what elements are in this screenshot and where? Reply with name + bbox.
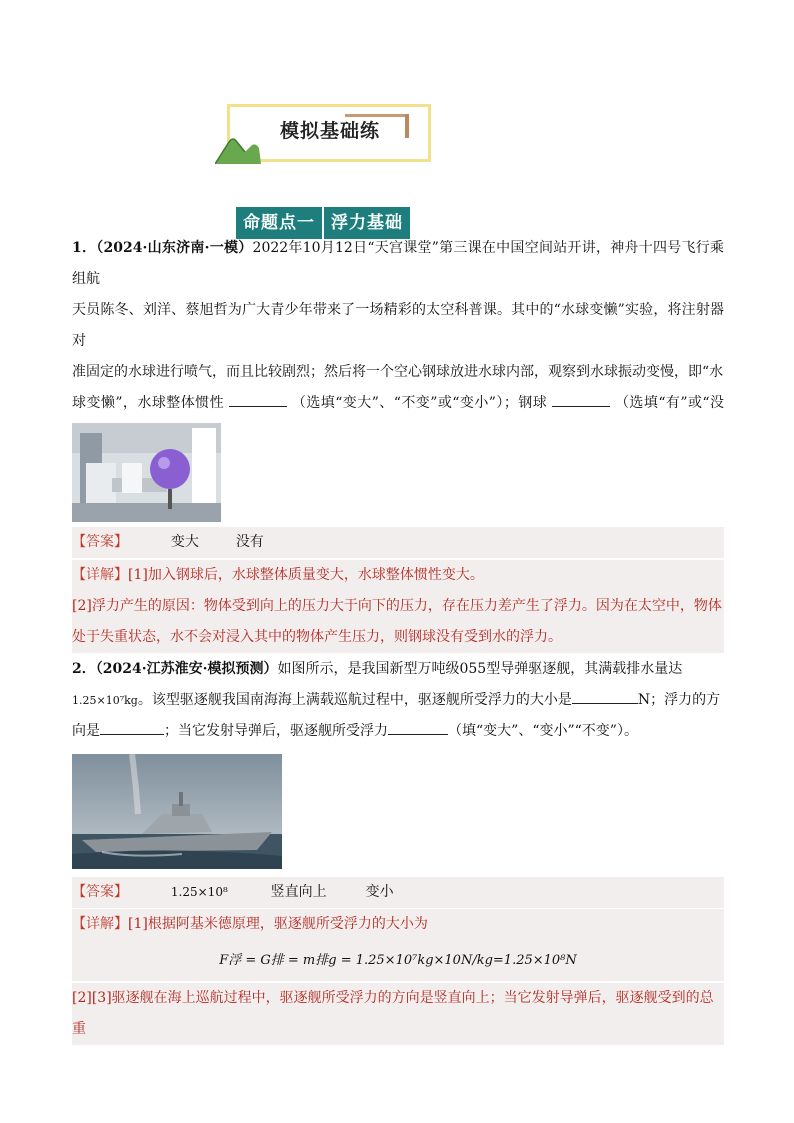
answer-blank[interactable] <box>388 722 448 735</box>
answer-blank[interactable] <box>229 394 287 407</box>
q2-line2: 1.25×10⁷kg。该型驱逐舰我国南海海上满载巡航过程中，驱逐舰所受浮力的大小是 N；浮力的方 <box>72 692 721 708</box>
q2-detail-2-block <box>72 983 724 1045</box>
q2-formula: F浮 = G排 = m排g = 1.25×10⁷kg×10N/kg=1.25×10⁸N <box>219 953 577 968</box>
question-2 <box>72 654 724 747</box>
answer-blank[interactable] <box>100 722 164 735</box>
q1-line4: 球变懒”，水球整体惯性 （选填“变大”、“不变”或“变小”）；钢球 （选填“有”或“没 <box>72 395 725 411</box>
q2-answer-line <box>72 877 724 908</box>
q1-number: 1． <box>72 240 97 256</box>
q1-source: （2024·山东济南·一模） <box>96 240 253 256</box>
q1-answer-line <box>72 527 724 558</box>
q2-answer-2: 竖直向上 <box>270 884 327 900</box>
q2-formula-block <box>72 940 724 981</box>
q2-detail-block <box>72 909 724 940</box>
q1-line3: 准固定的水球进行喷气，而且比较剧烈；然后将一个空心钢球放进水球内部，观察到水球振动变慢，即“水 <box>72 364 724 380</box>
topic-label: 命题点一 <box>236 207 322 239</box>
section-banner <box>215 104 431 162</box>
q1-answer-1: 变大 <box>170 534 199 550</box>
q1-answer-2: 没有 <box>235 534 264 550</box>
q2-line3: 向是 ；当它发射导弹后，驱逐舰所受浮力 （填“变大”、“变小”“不变”）。 <box>72 723 638 739</box>
q2-number: 2． <box>72 661 96 677</box>
answer-tag: 【答案】 <box>72 884 128 900</box>
q2-source: （2024·江苏淮安·模拟预测） <box>95 661 278 677</box>
q1-line1: 1．（2024·山东济南·一模）2022年10月12日“天宫课堂”第三课在中国空间站开讲，神舟十四号飞行乘组航 <box>72 240 724 287</box>
q1-answer-block <box>72 527 724 558</box>
q2-answer-block <box>72 877 724 908</box>
topic-name: 浮力基础 <box>324 207 410 239</box>
q1-detail-2-block <box>72 591 724 653</box>
q2-detail-1: 【详解】[1]根据阿基米德原理，驱逐舰所受浮力的大小为 <box>72 916 428 932</box>
q2-detail-2: [2][3]驱逐舰在海上巡航过程中，驱逐舰所受浮力的方向是竖直向上；当它发射导弹后，驱逐舰受到的总重 <box>72 990 714 1037</box>
q1-detail-block <box>72 560 724 591</box>
q1-detail-1: 【详解】[1]加入钢球后，水球整体质量变大，水球整体惯性变大。 <box>72 567 484 583</box>
hill-icon <box>215 134 261 164</box>
destroyer-photo <box>72 754 282 869</box>
q2-line1: 2．（2024·江苏淮安·模拟预测）如图所示，是我国新型万吨级055型导弹驱逐舰，其满载排水量达 <box>72 661 683 677</box>
water-ball-photo <box>72 423 221 522</box>
q2-answer-3: 变小 <box>365 884 394 900</box>
q1-detail-2b: 处于失重状态，水不会对浸入其中的物体产生压力，则钢球没有受到水的浮力。 <box>72 629 562 645</box>
banner-title: 模拟基础练 <box>279 120 380 142</box>
answer-blank[interactable] <box>572 691 638 704</box>
answer-tag: 【答案】 <box>72 534 128 550</box>
q2-math: 1.25×10⁷kg <box>72 694 138 707</box>
q1-line2: 天员陈冬、刘洋、蔡旭哲为广大青少年带来了一场精彩的太空科普课。其中的“水球变懒”实验，将注射器对 <box>72 302 724 349</box>
q2-answer-1: 1.25×10⁸ <box>170 885 228 899</box>
answer-blank[interactable] <box>552 394 610 407</box>
q1-detail-2a: [2]浮力产生的原因：物体受到向上的压力大于向下的压力，存在压力差产生了浮力。因为在太空中，物体 <box>72 598 722 614</box>
